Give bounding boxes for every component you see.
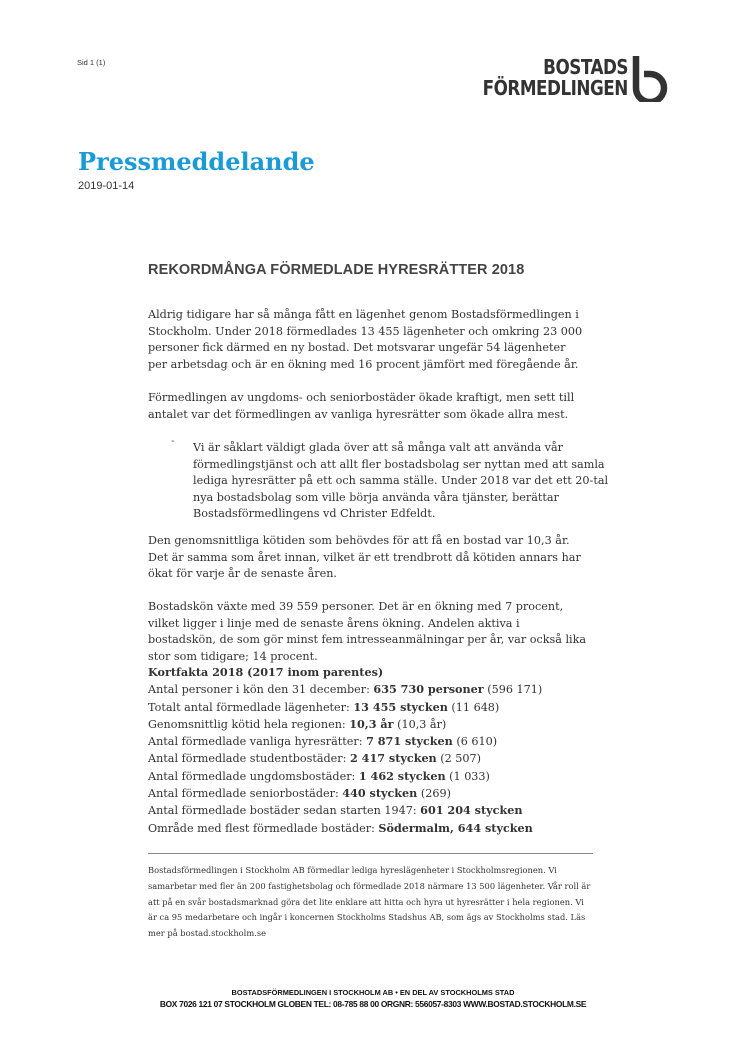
logo-text-line1: BOSTADS: [543, 55, 628, 79]
fact-row: Antal förmedlade vanliga hyresrätter: 7 871 stycken (6 610): [148, 734, 498, 749]
fact-row: Genomsnittlig kötid hela regionen: 10,3 år (10,3 år): [148, 716, 447, 731]
about-company-text: Bostadsförmedlingen i Stockholm AB förmedlar lediga hyreslägenheter i Stockholmsregionen. Vi samarbetar med fler än 200 fastighetsbolag och förmedlade 2018 närmare 13 500 lägenheter. Vår roll är att på en svår bostadsmarknad göra det lite enklare att hitta och hyra ut hyresrätter i hela regionen. Vi är ca 95 medarbetare och ingår i koncernen Stockholms Stadshus AB, som ägs av Stockholms stad. Läs mer på bostad.stockholm.se: [148, 865, 591, 939]
fact-row: Antal förmedlade studentbostäder: 2 417 stycken (2 507): [148, 751, 482, 766]
fact-row: Antal förmedlade seniorbostäder: 440 stycken (269): [148, 786, 451, 801]
paragraph-2: Förmedlingen av ungdoms- och seniorbostäder ökade kraftigt, men sett till antalet var det förmedlingen av vanliga hyresrätter som ökade allra mest.: [148, 391, 575, 421]
document-type-title: Pressmeddelande: [78, 147, 315, 176]
fact-row: Antal personer i kön den 31 december: 635 730 personer (596 171): [148, 682, 543, 697]
paragraph-3: Den genomsnittliga kötiden som behövdes för att få en bostad var 10,3 år. Det är samma som året innan, vilket är ett trendbrott då kötiden annars har ökat för varje år de senaste åren.: [148, 534, 581, 581]
paragraph-4: Bostadskön växte med 39 559 personer. Det är en ökning med 7 procent, vilket ligger i linje med de senaste årens ökning. Andelen aktiva i bostadskön, de som gör minst fem intresseanmälningar per år, var också lika stor som tidigare; 14 procent.: [148, 600, 587, 663]
section-divider: [148, 853, 593, 854]
fact-row: Område med flest förmedlade bostäder: Södermalm, 644 stycken: [148, 820, 533, 835]
logo-b-mark-icon: [630, 54, 670, 102]
logo-text-line2: FÖRMEDLINGEN: [482, 76, 628, 100]
page-number: Sid 1 (1): [77, 58, 106, 67]
fact-row: Antal förmedlade bostäder sedan starten 1947: 601 204 stycken: [148, 803, 523, 818]
footer-contact-line: BOX 7026 121 07 STOCKHOLM GLOBEN TEL: 08-785 88 00 ORGNR: 556057-8303 WWW.BOSTAD.STOCKHOLM.SE: [159, 999, 587, 1009]
facts-block: [148, 664, 542, 837]
quote-text: Vi är såklart väldigt glada över att så många valt att använda vår förmedlingstjänst och att allt fler bostadsbolag ser nyttan med att samla lediga hyresrätter på ett och samma ställe. Under 2018 var det ett 20-tal nya bostadsbolag som ville börja använda våra tjänster, berättar Bostadsförmedlingens vd Christer Edfeldt.: [193, 441, 609, 521]
fact-row: Antal förmedlade ungdomsbostäder: 1 462 stycken (1 033): [148, 768, 490, 783]
company-logo: [482, 52, 676, 104]
headline: REKORDMÅNGA FÖRMEDLADE HYRESRÄTTER 2018: [148, 262, 525, 278]
fact-row: Totalt antal förmedlade lägenheter: 13 455 stycken (11 648): [148, 699, 500, 714]
facts-title: Kortfakta 2018 (2017 inom parentes): [148, 665, 384, 679]
footer-company-line: BOSTADSFÖRMEDLINGEN I STOCKHOLM AB • EN DEL AV STOCKHOLMS STAD: [231, 988, 515, 997]
quote-marker: -: [171, 434, 175, 447]
document-date: 2019-01-14: [78, 180, 135, 192]
paragraph-1: Aldrig tidigare har så många fått en lägenhet genom Bostadsförmedlingen i Stockholm. Under 2018 förmedlades 13 455 lägenheter och omkring 23 000 personer fick därmed en ny bostad. Det motsvarar ungefär 54 lägenheter per arbetsdag och är en ökning med 16 procent jämfört med föregående år.: [148, 308, 583, 371]
